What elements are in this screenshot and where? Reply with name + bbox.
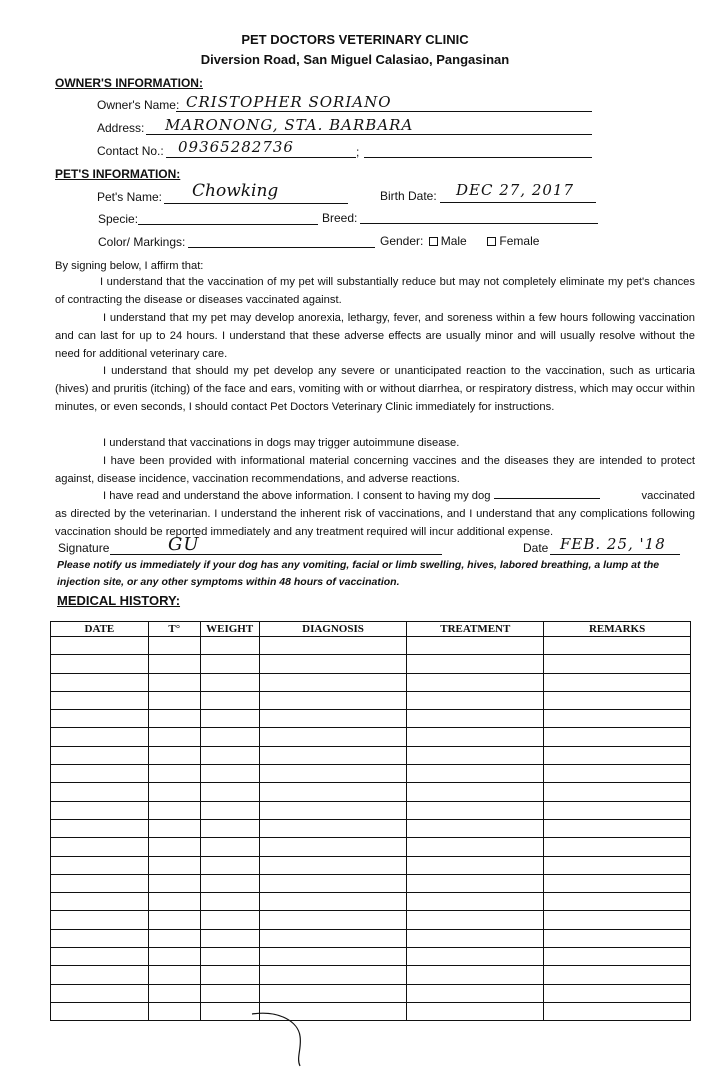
owner-section-title: OWNER'S INFORMATION:	[55, 76, 203, 90]
table-row	[51, 874, 691, 892]
table-cell[interactable]	[259, 801, 407, 819]
table-row	[51, 966, 691, 984]
table-cell[interactable]	[544, 783, 691, 801]
table-cell[interactable]	[407, 710, 544, 728]
consent-vaccinated-text: vaccinated	[641, 490, 695, 502]
table-cell[interactable]	[259, 856, 407, 874]
table-header-row	[51, 622, 691, 637]
table-cell[interactable]	[200, 984, 259, 1002]
table-row	[51, 984, 691, 1002]
signature-field[interactable]: GU	[168, 534, 200, 555]
table-cell[interactable]	[544, 765, 691, 783]
table-cell[interactable]	[407, 691, 544, 709]
table-cell[interactable]	[407, 728, 544, 746]
table-row	[51, 838, 691, 856]
table-cell[interactable]	[200, 819, 259, 837]
table-cell[interactable]	[544, 948, 691, 966]
column-remarks: REMARKS	[544, 622, 691, 637]
table-cell[interactable]	[544, 838, 691, 856]
table-cell[interactable]	[51, 673, 149, 691]
date-field[interactable]: FEB. 25, '18	[560, 535, 666, 553]
table-cell[interactable]	[51, 893, 149, 911]
table-cell[interactable]	[544, 984, 691, 1002]
table-cell[interactable]	[51, 911, 149, 929]
table-cell[interactable]	[259, 728, 407, 746]
table-cell[interactable]	[407, 838, 544, 856]
table-cell[interactable]	[51, 691, 149, 709]
table-row	[51, 728, 691, 746]
table-cell[interactable]	[259, 948, 407, 966]
table-cell[interactable]	[51, 783, 149, 801]
table-cell[interactable]	[148, 948, 200, 966]
table-cell[interactable]	[200, 801, 259, 819]
table-cell[interactable]	[407, 966, 544, 984]
table-cell[interactable]	[544, 929, 691, 947]
table-cell[interactable]	[200, 929, 259, 947]
table-row	[51, 655, 691, 673]
table-cell[interactable]	[200, 655, 259, 673]
consent-paragraph-6	[103, 487, 695, 505]
contact-field[interactable]: 09365282736	[178, 138, 294, 156]
table-row	[51, 948, 691, 966]
table-cell[interactable]	[51, 966, 149, 984]
table-row	[51, 783, 691, 801]
table-cell[interactable]	[51, 637, 149, 655]
table-cell[interactable]	[259, 691, 407, 709]
table-cell[interactable]	[407, 819, 544, 837]
table-cell[interactable]	[51, 1002, 149, 1020]
table-row	[51, 929, 691, 947]
table-cell[interactable]	[544, 1002, 691, 1020]
table-cell[interactable]	[148, 984, 200, 1002]
table-cell[interactable]	[200, 691, 259, 709]
table-cell[interactable]	[544, 801, 691, 819]
table-cell[interactable]	[148, 637, 200, 655]
table-cell[interactable]	[148, 746, 200, 764]
medical-history-title: MEDICAL HISTORY:	[57, 593, 181, 608]
table-cell[interactable]	[544, 728, 691, 746]
pet-section-title: PET'S INFORMATION:	[55, 167, 181, 181]
table-cell[interactable]	[544, 893, 691, 911]
table-cell[interactable]	[200, 893, 259, 911]
table-cell[interactable]	[51, 948, 149, 966]
table-row	[51, 710, 691, 728]
consent-paragraph-7: as directed by the veterinarian. I understand the inherent risk of vaccinations, and I understand that any complications following vaccination should be reported immediately and any treatment required will incur additional expense.	[55, 508, 695, 538]
table-cell[interactable]	[148, 783, 200, 801]
table-cell[interactable]	[51, 655, 149, 673]
table-cell[interactable]	[200, 746, 259, 764]
specie-label: Specie:	[98, 212, 139, 226]
contact-separator: ;	[356, 145, 360, 159]
table-cell[interactable]	[407, 911, 544, 929]
table-cell[interactable]	[544, 655, 691, 673]
table-row	[51, 1002, 691, 1020]
table-cell[interactable]	[544, 874, 691, 892]
table-cell[interactable]	[148, 1002, 200, 1020]
table-cell[interactable]	[200, 966, 259, 984]
table-cell[interactable]	[407, 984, 544, 1002]
birth-date-label: Birth Date:	[380, 189, 437, 203]
column-weight: WEIGHT	[200, 622, 259, 637]
table-cell[interactable]	[148, 801, 200, 819]
table-cell[interactable]	[148, 911, 200, 929]
table-cell[interactable]	[148, 819, 200, 837]
table-cell[interactable]	[51, 765, 149, 783]
medical-history-body	[51, 637, 691, 1021]
table-cell[interactable]	[259, 874, 407, 892]
table-cell[interactable]	[407, 874, 544, 892]
table-cell[interactable]	[407, 929, 544, 947]
table-cell[interactable]	[544, 710, 691, 728]
breed-label: Breed:	[322, 211, 358, 225]
table-cell[interactable]	[148, 893, 200, 911]
color-markings-label: Color/ Markings:	[98, 235, 186, 249]
table-cell[interactable]	[407, 746, 544, 764]
female-label: Female	[499, 234, 540, 248]
table-cell[interactable]	[259, 838, 407, 856]
table-cell[interactable]	[200, 874, 259, 892]
gender-field	[380, 234, 539, 248]
table-cell[interactable]	[200, 637, 259, 655]
table-row	[51, 637, 691, 655]
table-cell[interactable]	[259, 746, 407, 764]
table-cell[interactable]	[51, 929, 149, 947]
clinic-address: Diversion Road, San Miguel Calasiao, Pangasinan	[200, 52, 510, 67]
table-cell[interactable]	[407, 893, 544, 911]
table-cell[interactable]	[407, 655, 544, 673]
table-cell[interactable]	[200, 911, 259, 929]
female-checkbox[interactable]	[487, 237, 496, 246]
table-cell[interactable]	[148, 856, 200, 874]
consent-paragraph-1: I understand that the vaccination of my pet will substantially reduce but may not completely eliminate my pet's chances of contracting the disease or diseases vaccinated against.	[55, 276, 695, 306]
table-cell[interactable]	[259, 783, 407, 801]
table-cell[interactable]	[259, 819, 407, 837]
table-cell[interactable]	[51, 710, 149, 728]
table-cell[interactable]	[200, 728, 259, 746]
table-row	[51, 691, 691, 709]
medical-history-table	[50, 621, 691, 1021]
table-cell[interactable]	[544, 637, 691, 655]
table-row	[51, 746, 691, 764]
table-cell[interactable]	[148, 655, 200, 673]
table-cell[interactable]	[200, 783, 259, 801]
table-cell[interactable]	[544, 856, 691, 874]
table-cell[interactable]	[148, 874, 200, 892]
table-cell[interactable]	[544, 691, 691, 709]
table-cell[interactable]	[200, 838, 259, 856]
table-cell[interactable]	[51, 874, 149, 892]
table-cell[interactable]	[544, 819, 691, 837]
table-cell[interactable]	[148, 710, 200, 728]
pen-mark	[240, 1008, 320, 1068]
table-row	[51, 893, 691, 911]
table-cell[interactable]	[544, 911, 691, 929]
consent-intro: By signing below, I affirm that:	[55, 260, 204, 272]
table-row	[51, 673, 691, 691]
table-row	[51, 819, 691, 837]
table-cell[interactable]	[259, 655, 407, 673]
table-cell[interactable]	[407, 1002, 544, 1020]
table-cell[interactable]	[259, 893, 407, 911]
table-cell[interactable]	[148, 691, 200, 709]
clinic-name: PET DOCTORS VETERINARY CLINIC	[241, 32, 469, 47]
male-label: Male	[440, 234, 467, 248]
table-cell[interactable]	[259, 637, 407, 655]
table-cell[interactable]	[259, 911, 407, 929]
address-label: Address:	[97, 121, 145, 135]
consent-paragraph-3: I understand that should my pet develop any severe or unanticipated reaction to the vaccination, such as urticaria (hives) and pruritis (itching) of the face and ears, vomiting with or without diarrhea, or respiratory distress, which may occur within minutes, or even seconds, I should contact Pet Doctors Veterinary Clinic immediately for instructions.	[55, 365, 695, 413]
column-temperature: T°	[148, 622, 200, 637]
table-cell[interactable]	[407, 765, 544, 783]
gender-label: Gender:	[380, 234, 424, 248]
table-cell[interactable]	[407, 673, 544, 691]
table-cell[interactable]	[259, 673, 407, 691]
male-checkbox[interactable]	[429, 237, 438, 246]
owner-name-field[interactable]: CRISTOPHER SORIANO	[186, 93, 392, 111]
consent-paragraph-5: I have been provided with informational material concerning vaccines and the diseases they are intended to protect against, disease incidence, vaccination recommendations, and adverse reactions.	[55, 455, 695, 485]
pet-name-field[interactable]: Chowking	[192, 181, 279, 201]
table-cell[interactable]	[544, 673, 691, 691]
table-cell[interactable]	[407, 801, 544, 819]
consent-paragraph-4: I understand that vaccinations in dogs may trigger autoimmune disease.	[103, 437, 460, 449]
table-cell[interactable]	[148, 838, 200, 856]
column-date: DATE	[51, 622, 149, 637]
table-cell[interactable]	[51, 984, 149, 1002]
table-cell[interactable]	[51, 819, 149, 837]
birth-date-field[interactable]: DEC 27, 2017	[456, 181, 575, 199]
table-cell[interactable]	[544, 966, 691, 984]
table-row	[51, 856, 691, 874]
signature-label: Signature	[58, 541, 110, 555]
table-cell[interactable]	[544, 746, 691, 764]
table-cell[interactable]	[148, 929, 200, 947]
table-cell[interactable]	[259, 966, 407, 984]
table-cell[interactable]	[148, 673, 200, 691]
notify-notice: Please notify us immediately if your dog has any vomiting, facial or limb swelling, hives, labored breathing, a lump at the injection site, or any other symptoms within 48 hours of vaccination.	[57, 559, 660, 588]
table-cell[interactable]	[51, 801, 149, 819]
table-cell[interactable]	[259, 929, 407, 947]
address-field[interactable]: MARONONG, STA. BARBARA	[165, 116, 414, 134]
owner-name-label: Owner's Name:	[97, 98, 180, 112]
table-cell[interactable]	[200, 710, 259, 728]
table-cell[interactable]	[407, 856, 544, 874]
consent-paragraph-2: I understand that my pet may develop anorexia, lethargy, fever, and soreness within a few hours following vaccination and can last for up to 24 hours. I understand that these adverse effects are usually minor and will usually resolve without the need for additional veterinary care.	[55, 312, 695, 360]
table-cell[interactable]	[200, 673, 259, 691]
table-cell[interactable]	[51, 728, 149, 746]
table-cell[interactable]	[148, 966, 200, 984]
table-cell[interactable]	[148, 765, 200, 783]
table-row	[51, 801, 691, 819]
table-row	[51, 765, 691, 783]
contact-label: Contact No.:	[97, 144, 164, 158]
table-cell[interactable]	[51, 838, 149, 856]
table-cell[interactable]	[148, 728, 200, 746]
dog-name-blank[interactable]	[494, 488, 600, 499]
table-cell[interactable]	[259, 710, 407, 728]
table-cell[interactable]	[200, 948, 259, 966]
table-row	[51, 911, 691, 929]
table-cell[interactable]	[259, 765, 407, 783]
date-label: Date	[523, 541, 549, 555]
column-diagnosis: DIAGNOSIS	[259, 622, 407, 637]
table-cell[interactable]	[407, 637, 544, 655]
table-cell[interactable]	[407, 783, 544, 801]
table-cell[interactable]	[51, 856, 149, 874]
pet-name-label: Pet's Name:	[97, 190, 162, 204]
table-cell[interactable]	[200, 856, 259, 874]
table-cell[interactable]	[200, 765, 259, 783]
table-cell[interactable]	[259, 984, 407, 1002]
consent-dog-text: I have read and understand the above information. I consent to having my dog	[103, 490, 491, 502]
table-cell[interactable]	[407, 948, 544, 966]
table-cell[interactable]	[51, 746, 149, 764]
column-treatment: TREATMENT	[407, 622, 544, 637]
